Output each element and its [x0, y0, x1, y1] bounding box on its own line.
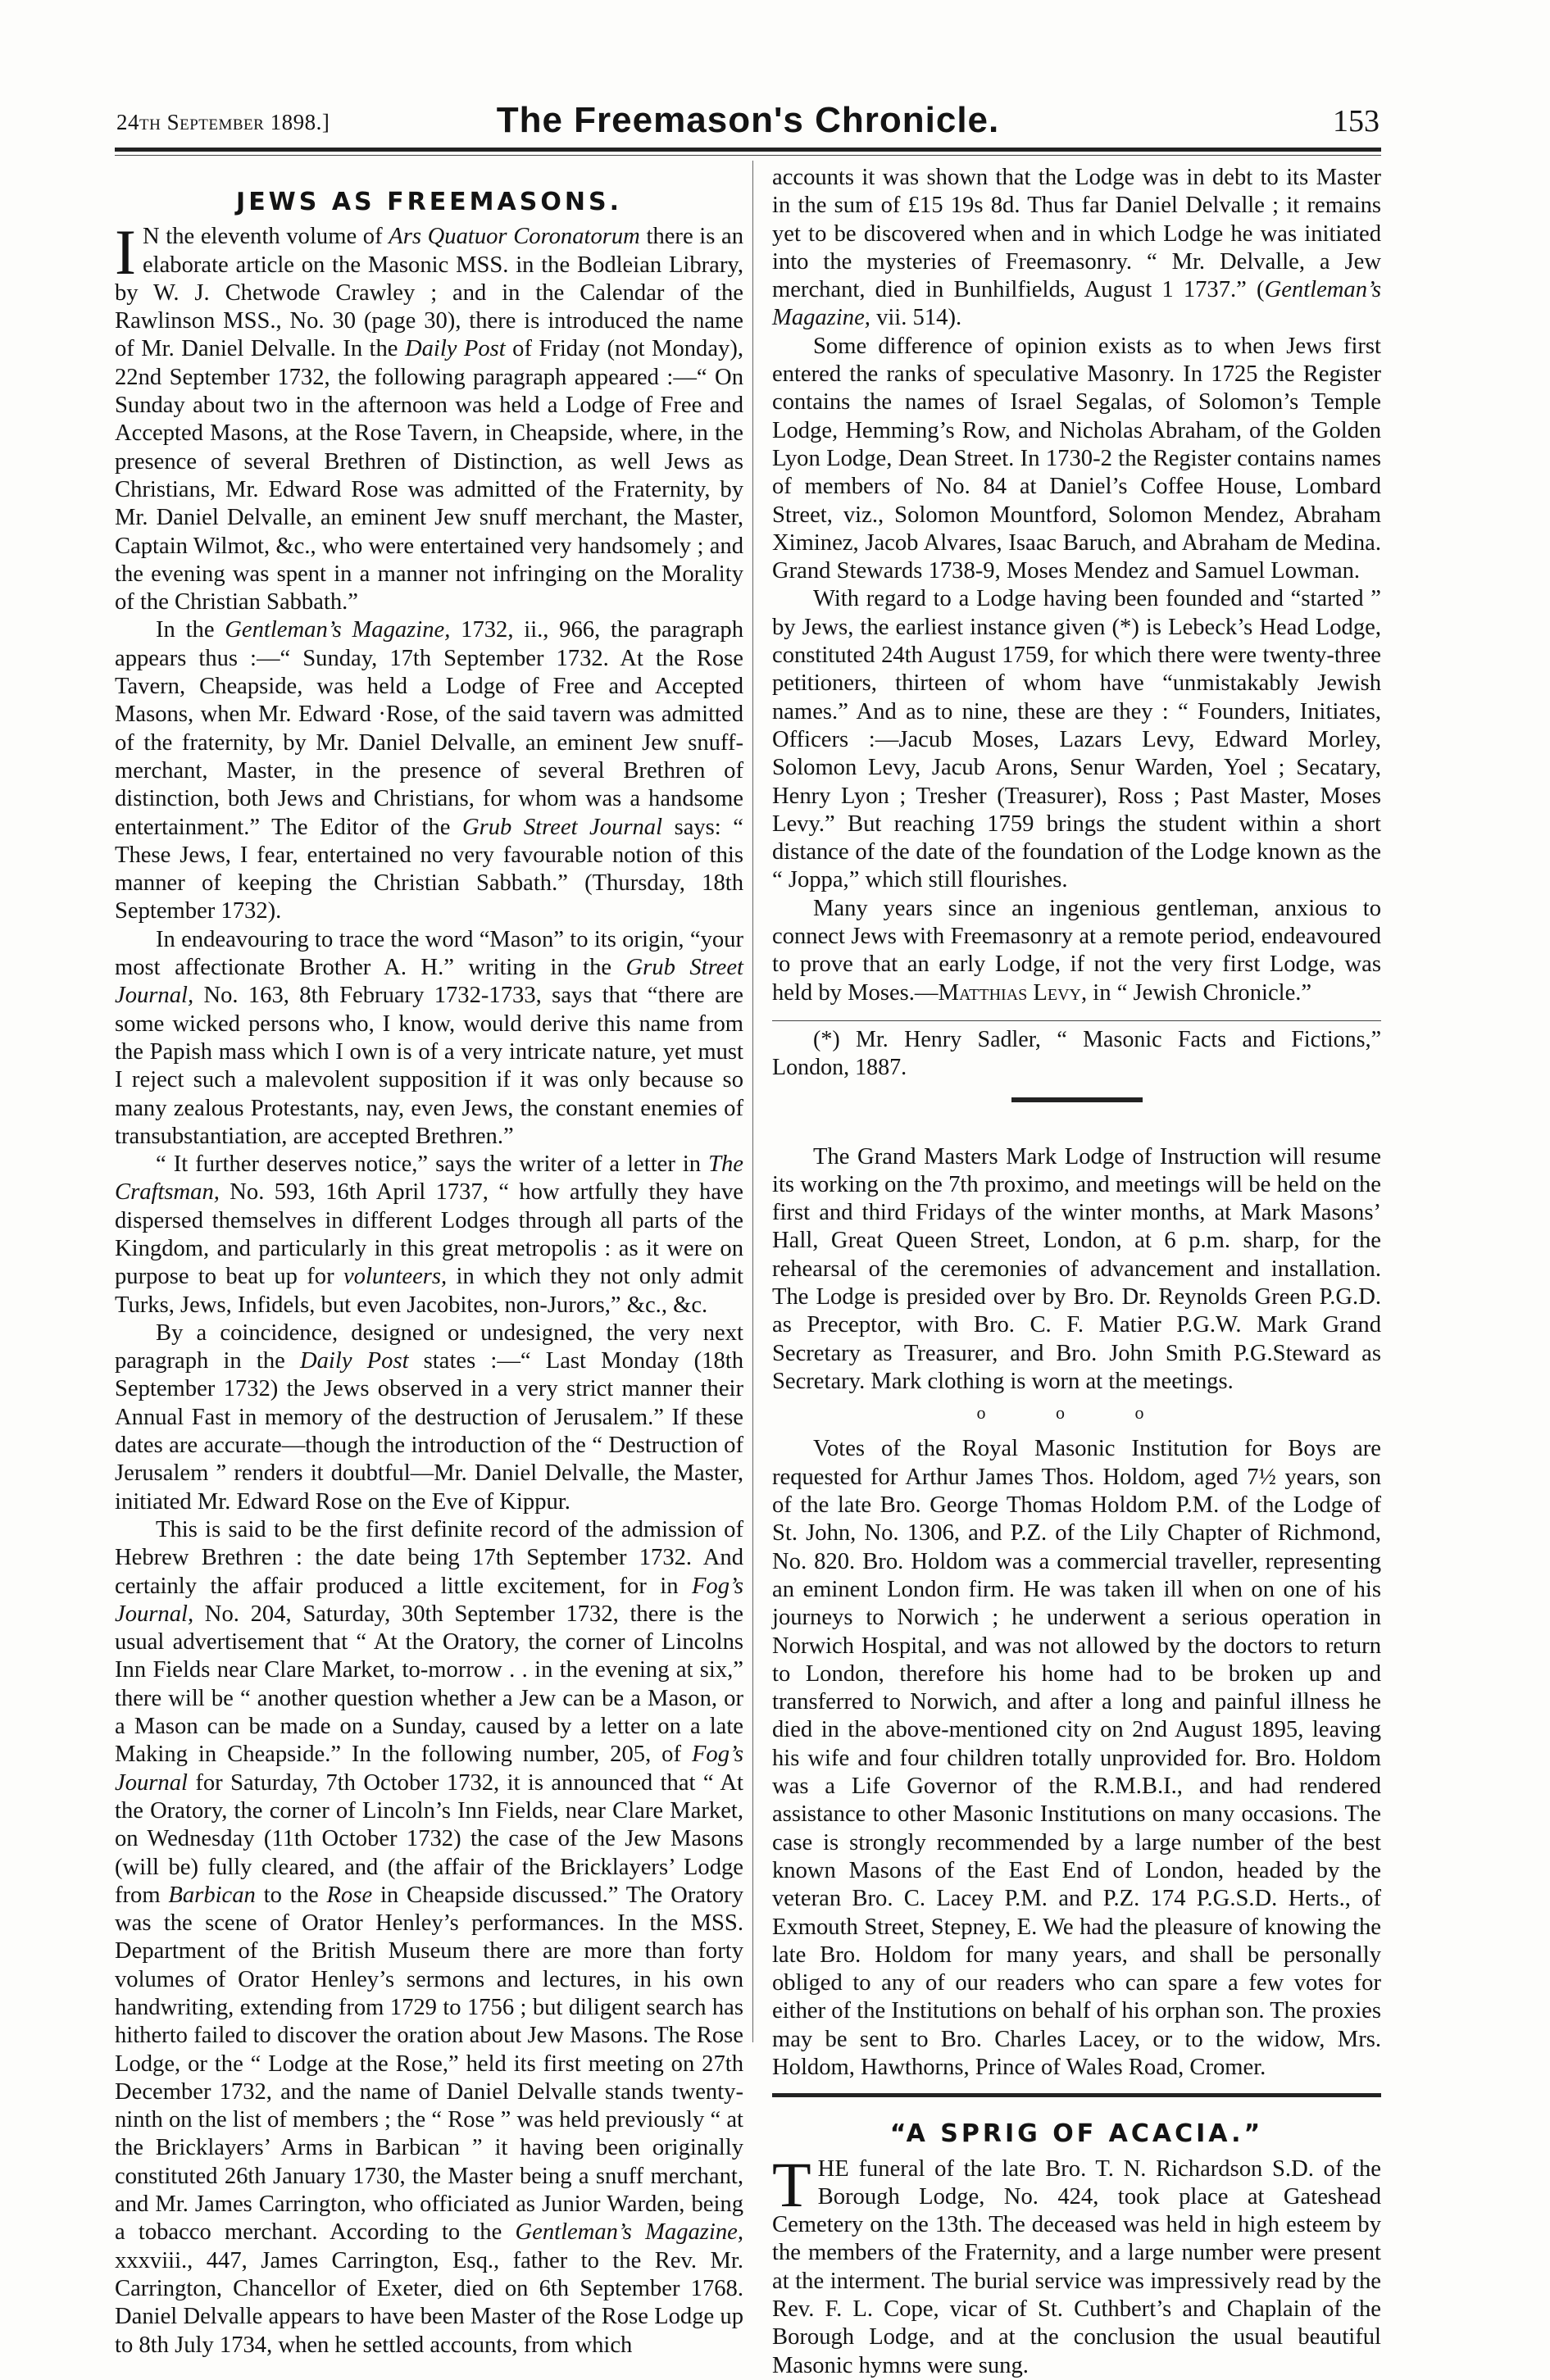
footnote-rule [772, 1020, 1381, 1021]
article-paragraph: THE funeral of the late Bro. T. N. Richardson S.D. of the Borough Lodge, No. 424, took place at Gateshead Cemetery on the 13th. The deceased was held in high esteem by the members of the Fraternity, and a large number were present at the interment. The burial service was impressively read by the Rev. F. L. Cope, vicar of St. Cuthbert’s and Chaplain of the Borough Lodge, and at the conclusion the usual beautiful Masonic hymns were sung. [772, 2148, 1381, 2378]
article-paragraph: “ It further deserves notice,” says the writer of a letter in The Craftsman, No. 593, 16th April 1737, “ how artfully they have dispersed themselves in different Lodges through all parts of the Kingdom, and particularly in this great metropolis : as it were on purpose to beat up for volunteers, in which they not only admit Turks, Jews, Infidels, but even Jacobites, non-Jurors,” &c., &c. [115, 1151, 743, 1318]
page-number: 153 [1333, 104, 1380, 139]
notice-mark-lodge: The Grand Masters Mark Lodge of Instruction will resume its working on the 7th proximo, and meetings will be held on the first and third Fridays of the winter months, at Mark Masons’ Hall, Great Queen Street, London, at 6 p.m. sharp, for the rehearsal of the ceremonies of advancement and installation. The Lodge is presided over by Bro. Dr. Reynolds Green P.G.D. as Preceptor, with Bro. C. F. Matier P.G.W. Mark Grand Secretary as Treasurer, and Bro. John Smith P.G.Steward as Secretary. Mark clothing is worn at the meetings. [772, 1143, 1381, 1394]
ornament-divider: o o o [976, 1402, 1177, 1424]
issue-date: 24th September 1898.] [116, 110, 330, 134]
footnote: (*) Mr. Henry Sadler, “ Masonic Facts and Fictions,” London, 1887. [772, 1026, 1381, 1081]
section-separator [1011, 1097, 1143, 1102]
author-name: Matthias Levy, [938, 979, 1088, 1006]
article-paragraph: This is said to be the first definite record of the admission of Hebrew Brethren : the date being 17th September 1732. And certainly the affair produced a little excitement, for in Fog’s Journal, No. 204, Saturday, 30th September 1732, there is the usual advertisement that “ At the Oratory, the corner of Lincolns Inn Fields near Clare Market, to-morrow . . in the evening at six,” there will be “ another question whether a Jew can be a Mason, or a Mason can be made on a Sunday, caused by a letter on a late Making in Cheapside.” In the following number, 205, of Fog’s Journal for Saturday, 7th October 1732, it is announced that “ At the Oratory, the corner of Lincoln’s Inn Fields, near Clare Market, on Wednesday (11th October 1732) the case of the Jew Masons (will be) fully cleared, and (the affair of the Bricklayers’ Lodge from Barbican to the Rose in Cheapside discussed.” The Oratory was the scene of Orator Henley’s performances. In the MSS. Department of the British Museum there are more than forty volumes of Orator Henley’s sermons and lectures, in his own handwriting, extending from 1729 to 1756 ; but diligent search has hitherto failed to discover the oration about Jew Masons. The Rose Lodge, or the “ Lodge at the Rose,” held its first meeting on 27th December 1732, and the name of Daniel Delvalle stands twenty-ninth on the list of members ; the “ Rose ” was held previously “ at the Bricklayers’ Arms in Barbican ” it having been originally constituted 26th January 1730, the Master being a snuff merchant, and Mr. James Carrington, who officiated as Junior Warden, being a tobacco merchant. According to the Gentleman’s Magazine, xxxviii., 447, James Carrington, Esq., father to the Rev. Mr. Carrington, Chancellor of Exeter, died on 6th September 1768. Daniel Delvalle appears to have been Master of the Rose Lodge up to 8th July 1734, when he settled accounts, from which [115, 1516, 744, 2358]
article-title-jews: JEWS AS FREEMASONS. [236, 188, 622, 216]
left-column [115, 164, 743, 2360]
header-rule [115, 148, 1381, 152]
publication-title: The Freemason's Chronicle. [496, 100, 1000, 140]
column-separator [752, 161, 753, 2042]
article-paragraph: With regard to a Lodge having been founded and “started ” by Jews, the earliest instance given (*) is Lebeck’s Head Lodge, constituted 24th August 1759, for which there were twenty-three petitioners, thirteen of whom have “unmistakably Jewish names.” And as to nine, these are they : “ Founders, Initiates, Officers :—Jacub Moses, Lazars Levy, Edward Morley, Solomon Levy, Jacub Arons, Senur Warden, Yoel ; Secatary, Henry Lyon ; Tresher (Treasurer), Ross ; Past Master, Moses Levy.” But reaching 1759 brings the student within a short distance of the date of the foundation of the Lodge known as the “ Joppa,” which still flourishes. [772, 586, 1381, 893]
notice-votes: Votes of the Royal Masonic Institution for Boys are requested for Arthur James Thos. Holdom, aged 7½ years, son of the late Bro. George Thomas Holdom P.M. of the Lodge of St. John, No. 1306, and P.Z. of the Lily Chapter of Richmond, No. 820. Bro. Holdom was a commercial traveller, representing an eminent London firm. He was taken ill when on one of his journeys to Norwich ; he underwent a serious operation in Norwich Hospital, and was not allowed by the doctors to return to London, therefore his home had to be broken up and transferred to Norwich, and after a long and painful illness he died in the above-mentioned city on 2nd August 1895, leaving his wife and four children totally unprovided for. Bro. Holdom was a Life Governor of the R.M.B.I., and had rendered assistance to other Masonic Institutions on many occasions. The case is strongly recommended by a large number of the best known Masons of the East End of London, headed by the veteran Bro. C. Lacey P.M. and P.Z. 174 P.G.S.D. Herts., of Exmouth Street, Stepney, E. We had the pleasure of knowing the late Bro. Holdom for many years, and shall be personally obliged to any of our readers who can spare a few votes for either of the Institutions on behalf of his orphan son. The proxies may be sent to Bro. Charles Lacey, or to the widow, Mrs. Holdom, Hawthorns, Prince of Wales Road, Cromer. [772, 1436, 1381, 2080]
right-column [772, 164, 1381, 2380]
drop-cap: T [772, 2148, 811, 2220]
page-header [115, 98, 1381, 148]
article-paragraph-continued: accounts it was shown that the Lodge was in debt to its Master in the sum of £15 19s 8d. Thus far Daniel Delvalle ; it remains yet to be discovered when and in which Lodge he was initiated into the mysteries of Freemasonry. “ Mr. Delvalle, a Jew merchant, died in Bunhilfields, August 1 1737.” (Gentleman’s Magazine, vii. 514). [772, 165, 1381, 331]
article-paragraph: In endeavouring to trace the word “Mason” to its origin, “your most affectionate Brother A. H.” writing in the Grub Street Journal, No. 163, 8th February 1732-1733, says that “there are some wicked persons who, I know, would derive this name from the Papish mass which I own is of a very intricate nature, yet must I reject such a malevolent supposition if it was only because so many zealous Protestants, nay, even Jews, the constant enemies of transubstantiation, are accepted Brethren.” [115, 926, 743, 1149]
drop-cap: I [115, 216, 136, 288]
article-paragraph: I N the eleventh volume of Ars Quatuor Coronatorum there is an elaborate article on the Masonic MSS. in the Bodleian Library, by W. J. Chetwode Crawley ; and in the Calendar of the Rawlinson MSS., No. 30 (page 30), there is introduced the name of Mr. Daniel Delvalle. In the Daily Post of Friday (not Monday), 22nd September 1732, the following paragraph appeared :—“ On Sunday about two in the afternoon was held a Lodge of Free and Accepted Masons, at the Rose Tavern, in Cheapside, where, in the presence of several Brethren of Distinction, as well Jews as Christians, Mr. Edward Rose was admitted of the Fraternity, by Mr. Daniel Delvalle, an eminent Jew snuff merchant, the Master, Captain Wilmot, &c., who were entertained very handsomely ; and the evening was spent in a manner not infringing on the Morality of the Christian Sabbath.” [115, 216, 744, 615]
article-paragraph: By a coincidence, designed or undesigned, the very next paragraph in the Daily Post states :—“ Last Monday (18th September 1732) the Jews observed in a very strict manner their Annual Fast in memory of the destruction of Jerusalem.” If these dates are accurate—though the introduction of the “ Destruction of Jerusalem ” renders it doubtful—Mr. Daniel Delvalle, the Master, initiated Mr. Edward Rose on the Eve of Kippur. [115, 1319, 743, 1515]
header-rule-thin [115, 155, 1381, 156]
article-title-acacia: “A SPRIG OF ACACIA.” [889, 2119, 1264, 2149]
article-paragraph: Many years since an ingenious gentleman, anxious to connect Jews with Freemasonry at a remote period, endeavoured to prove that an early Lodge, if not the very first Lodge, was held by Moses.—Matthias Levy, in “ Jewish Chronicle.” [772, 895, 1381, 1006]
article-paragraph: In the Gentleman’s Magazine, 1732, ii., 966, the paragraph appears thus :—“ Sunday, 17th September 1732. At the Rose Tavern, Cheapside, was held a Lodge of Free and Accepted Masons, when Mr. Edward ·Rose, of the said tavern was admitted of the fraternity, by Mr. Daniel Delvalle, an eminent Jew snuff-merchant, Master, in the presence of several Brethren of distinction, both Jews and Christians, for whom was a handsome entertainment.” The Editor of the Grub Street Journal says: “ These Jews, I fear, entertained no very favourable notion of this manner of keeping the Christian Sabbath.” (Thursday, 18th September 1732). [115, 617, 743, 924]
section-rule [772, 2093, 1381, 2097]
article-paragraph: Some difference of opinion exists as to when Jews first entered the ranks of speculative Masonry. In 1725 the Register contains the names of Israel Segalas, of Solomon’s Temple Lodge, Hemming’s Row, and Nicholas Abraham, of the Golden Lyon Lodge, Dean Street. In 1730-2 the Register contains names of members of No. 84 at Daniel’s Coffee House, Lombard Street, viz., Solomon Mountford, Solomon Mendez, Abraham Ximinez, Jacob Alvares, Isaac Baruch, and Abraham de Medina. Grand Stewards 1738-9, Moses Mendez and Samuel Lowman. [772, 333, 1381, 584]
